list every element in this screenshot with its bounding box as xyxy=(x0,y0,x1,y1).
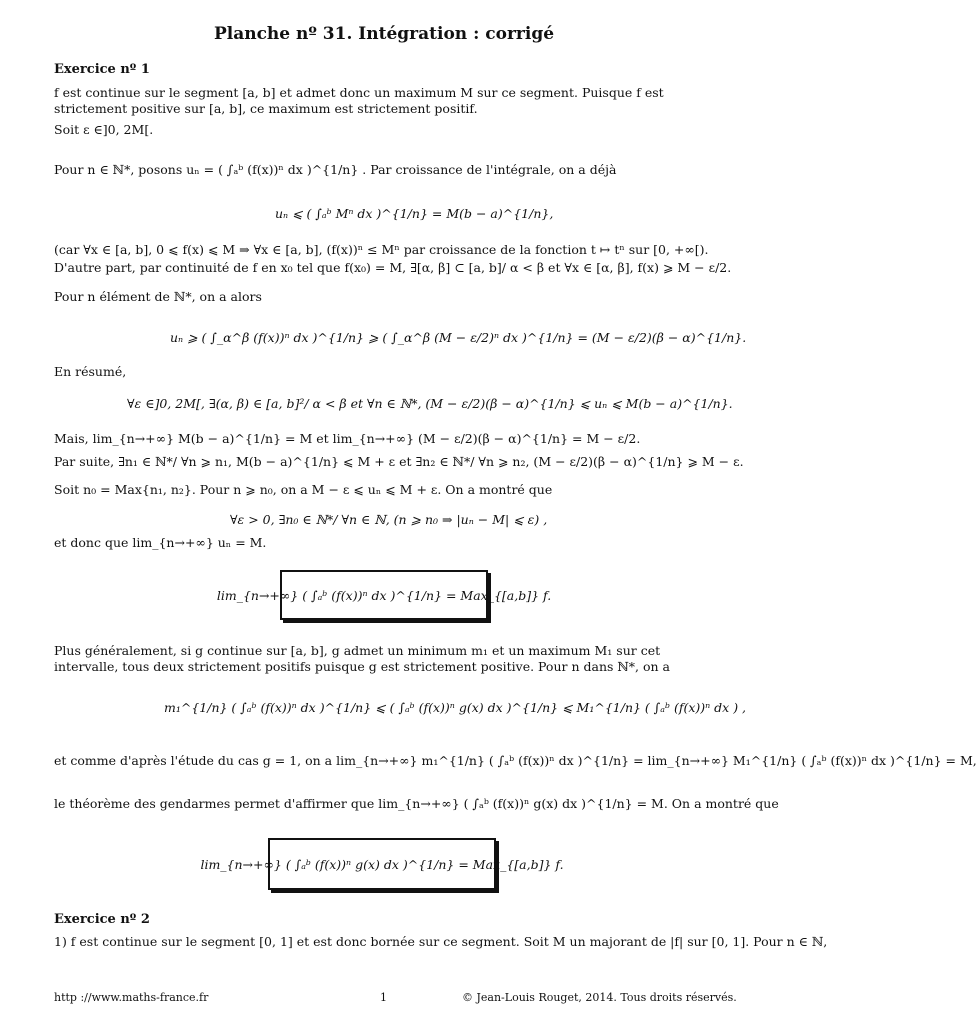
ex1-display-3: ∀ε ∈]0, 2M[, ∃(α, β) ∈ [a, b]²/ α < β et ∀n ∈ ℕ*, (M − ε/2)(β − α)^{1/n} ⩽ uₙ ⩽ M(b − a)^{1/n}. xyxy=(127,396,733,411)
ex2-paragraph-1: 1) f est continue sur le segment [0, 1] et est donc bornée sur ce segment. Soit M un majorant de |f| sur [0, 1]. Pour n ∈ ℕ, xyxy=(54,934,828,949)
ex1-paragraph-7: En résumé, xyxy=(54,364,127,379)
ex1-display-4: ∀ε > 0, ∃n₀ ∈ ℕ*/ ∀n ∈ ℕ, (n ⩾ n₀ ⇒ |uₙ − M| ⩽ ε) , xyxy=(230,512,548,527)
ex1-paragraph-3: Pour n ∈ ℕ*, posons uₙ = ( ∫ₐᵇ (f(x))ⁿ dx )^{1/n} . Par croissance de l'intégrale, on a déjà xyxy=(54,162,617,177)
ex1-paragraph-11: et donc que lim_{n→+∞} uₙ = M. xyxy=(54,535,267,550)
ex1-paragraph-13: et comme d'après l'étude du cas g = 1, on a lim_{n→+∞} m₁^{1/n} ( ∫ₐᵇ (f(x))ⁿ dx )^{1/n} = lim_{n→+∞} M₁^{1/n} ( ∫ₐᵇ (f(x))ⁿ dx )^{1/n} = M, xyxy=(54,753,977,768)
footer-copyright: © Jean-Louis Rouget, 2014. Tous droits réservés. xyxy=(462,991,737,1004)
ex1-paragraph-9: Par suite, ∃n₁ ∈ ℕ*/ ∀n ⩾ n₁, M(b − a)^{1/n} ⩽ M + ε et ∃n₂ ∈ ℕ*/ ∀n ⩾ n₂, (M − ε/2)(β − α)^{1/n} ⩾ M − ε. xyxy=(54,454,744,469)
ex1-display-1: uₙ ⩽ ( ∫ₐᵇ Mⁿ dx )^{1/n} = M(b − a)^{1/n}, xyxy=(275,206,554,221)
ex1-paragraph-1: f est continue sur le segment [a, b] et admet donc un maximum M sur ce segment. Puisque f est strictement positive sur [a, b], ce maximum est strictement positif. xyxy=(54,85,664,116)
ex1-paragraph-2: Soit ε ∈]0, 2M[. xyxy=(54,122,154,137)
ex1-paragraph-10: Soit n₀ = Max{n₁, n₂}. Pour n ⩾ n₀, on a M − ε ⩽ uₙ ⩽ M + ε. On a montré que xyxy=(54,482,553,497)
ex1-paragraph-5: D'autre part, par continuité de f en x₀ tel que f(x₀) = M, ∃[α, β] ⊂ [a, b]/ α < β et ∀x ∈ [α, β], f(x) ⩾ M − ε/2. xyxy=(54,260,732,275)
page-title: Planche nº 31. Intégration : corrigé xyxy=(213,24,555,44)
ex1-paragraph-6: Pour n élément de ℕ*, on a alors xyxy=(54,289,262,304)
footer-page-number: 1 xyxy=(380,991,387,1004)
result-box-2 xyxy=(200,838,564,890)
ex1-paragraph-12: Plus généralement, si g continue sur [a, b], g admet un minimum m₁ et un maximum M₁ sur cet intervalle, tous deux strictement positifs puisque g est strictement positive. Pour n dans ℕ*, on a xyxy=(54,643,671,674)
footer-url[interactable]: http ://www.maths-france.fr xyxy=(54,991,209,1004)
ex1-display-2: uₙ ⩾ ( ∫_α^β (f(x))ⁿ dx )^{1/n} ⩾ ( ∫_α^β (M − ε/2)ⁿ dx )^{1/n} = (M − ε/2)(β − α)^{1/n}. xyxy=(170,330,747,345)
exercise-2-heading: Exercice nº 2 xyxy=(54,912,150,927)
ex1-paragraph-14: le théorème des gendarmes permet d'affirmer que lim_{n→+∞} ( ∫ₐᵇ (f(x))ⁿ g(x) dx )^{1/n} = M. On a montré que xyxy=(54,796,779,811)
result-box-1 xyxy=(216,570,552,620)
result-box-1-formula: lim_{n→+∞} ( ∫ₐᵇ (f(x))ⁿ dx )^{1/n} = Max_{[a,b]} f. xyxy=(216,587,552,603)
result-box-2-formula: lim_{n→+∞} ( ∫ₐᵇ (f(x))ⁿ g(x) dx )^{1/n} = Max_{[a,b]} f. xyxy=(200,856,564,872)
ex1-paragraph-4: (car ∀x ∈ [a, b], 0 ⩽ f(x) ⩽ M ⇒ ∀x ∈ [a, b], (f(x))ⁿ ≤ Mⁿ par croissance de la fonction t ↦ tⁿ sur [0, +∞[). xyxy=(54,242,709,257)
ex1-display-5: m₁^{1/n} ( ∫ₐᵇ (f(x))ⁿ dx )^{1/n} ⩽ ( ∫ₐᵇ (f(x))ⁿ g(x) dx )^{1/n} ⩽ M₁^{1/n} ( ∫ₐᵇ (f(x))ⁿ dx ) , xyxy=(164,700,747,715)
exercise-1-heading: Exercice nº 1 xyxy=(54,62,150,77)
ex1-paragraph-8: Mais, lim_{n→+∞} M(b − a)^{1/n} = M et lim_{n→+∞} (M − ε/2)(β − α)^{1/n} = M − ε/2. xyxy=(54,431,641,446)
